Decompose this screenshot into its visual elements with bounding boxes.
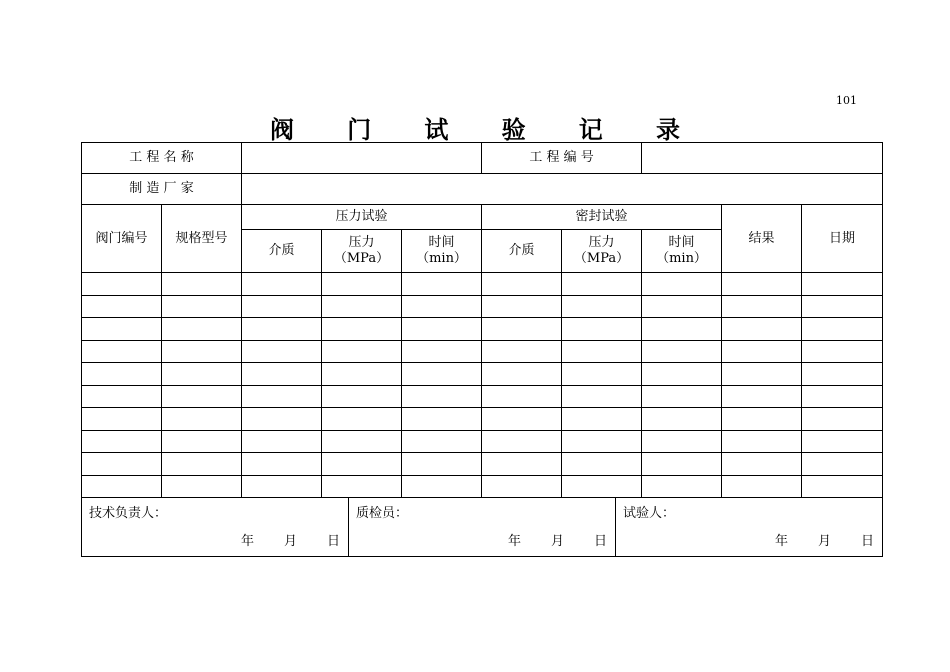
table-cell[interactable] (802, 295, 883, 318)
table-cell[interactable] (482, 363, 562, 386)
table-row (82, 453, 883, 476)
table-cell[interactable] (162, 340, 242, 363)
day-label: 日 (593, 534, 607, 549)
table-cell[interactable] (242, 363, 322, 386)
table-cell[interactable] (562, 408, 642, 431)
pressure-unit: （MPa） (333, 251, 390, 266)
table-cell[interactable] (322, 295, 402, 318)
table-cell[interactable] (82, 273, 162, 296)
seal-pressure-header (562, 230, 642, 273)
table-cell[interactable] (402, 453, 482, 476)
table-cell[interactable] (722, 273, 802, 296)
table-cell[interactable] (562, 273, 642, 296)
title-char: 验 (501, 114, 526, 144)
pressure-value-header (322, 230, 402, 273)
signature-table (81, 497, 883, 557)
table-row (82, 295, 883, 318)
table-cell[interactable] (562, 430, 642, 453)
table-cell[interactable] (162, 408, 242, 431)
project-no-label: 工 程 编 号 (482, 143, 642, 174)
tech-lead-date (241, 534, 340, 550)
month-label: 月 (550, 534, 564, 549)
manufacturer-field[interactable] (242, 174, 883, 205)
tech-lead-label: 技术负责人： (89, 506, 168, 521)
table-cell[interactable] (802, 363, 883, 386)
table-row (82, 318, 883, 341)
valve-no-header: 阀门编号 (82, 205, 162, 273)
table-cell[interactable] (642, 385, 722, 408)
table-cell[interactable] (802, 430, 883, 453)
manufacturer-label: 制 造 厂 家 (82, 174, 242, 205)
table-cell[interactable] (242, 453, 322, 476)
table-cell[interactable] (162, 385, 242, 408)
table-cell[interactable] (82, 475, 162, 498)
table-cell[interactable] (162, 273, 242, 296)
title-char: 试 (424, 114, 449, 144)
table-cell[interactable] (242, 340, 322, 363)
tester-date (775, 534, 874, 550)
inspector-signature[interactable] (349, 498, 616, 557)
table-cell[interactable] (322, 475, 402, 498)
table-cell[interactable] (802, 340, 883, 363)
table-cell[interactable] (242, 430, 322, 453)
table-cell[interactable] (162, 363, 242, 386)
table-cell[interactable] (642, 430, 722, 453)
table-cell[interactable] (802, 318, 883, 341)
table-cell[interactable] (82, 318, 162, 341)
table-row (82, 363, 883, 386)
table-cell[interactable] (642, 408, 722, 431)
table-cell[interactable] (482, 385, 562, 408)
table-cell[interactable] (562, 318, 642, 341)
table-cell[interactable] (162, 318, 242, 341)
table-cell[interactable] (402, 363, 482, 386)
table-cell[interactable] (82, 408, 162, 431)
table-cell[interactable] (482, 295, 562, 318)
title-char: 门 (347, 114, 372, 144)
table-cell[interactable] (402, 340, 482, 363)
table-cell[interactable] (482, 430, 562, 453)
table-cell[interactable] (802, 475, 883, 498)
table-cell[interactable] (562, 385, 642, 408)
table-cell[interactable] (722, 318, 802, 341)
table-cell[interactable] (642, 363, 722, 386)
year-label: 年 (240, 534, 254, 549)
table-cell[interactable] (482, 453, 562, 476)
table-row (82, 408, 883, 431)
table-cell[interactable] (562, 475, 642, 498)
table-cell[interactable] (242, 273, 322, 296)
table-cell[interactable] (722, 453, 802, 476)
project-name-field[interactable] (242, 143, 482, 174)
year-label: 年 (774, 534, 788, 549)
table-cell[interactable] (562, 453, 642, 476)
table-cell[interactable] (482, 475, 562, 498)
table-cell[interactable] (482, 408, 562, 431)
table-cell[interactable] (322, 273, 402, 296)
pressure-test-header: 压力试验 (242, 205, 482, 230)
table-cell[interactable] (642, 318, 722, 341)
table-cell[interactable] (402, 408, 482, 431)
table-cell[interactable] (402, 295, 482, 318)
date-header: 日期 (802, 205, 883, 273)
table-cell[interactable] (722, 385, 802, 408)
table-cell[interactable] (802, 453, 883, 476)
table-cell[interactable] (402, 430, 482, 453)
pressure-label: 压力 (588, 235, 615, 250)
table-cell[interactable] (722, 408, 802, 431)
table-cell[interactable] (82, 385, 162, 408)
title-char: 阀 (270, 114, 294, 144)
table-cell[interactable] (242, 475, 322, 498)
month-label: 月 (283, 534, 297, 549)
project-no-field[interactable] (642, 143, 883, 174)
table-cell[interactable] (242, 408, 322, 431)
inspector-date (508, 534, 607, 550)
table-cell[interactable] (242, 385, 322, 408)
table-cell[interactable] (802, 408, 883, 431)
table-cell[interactable] (722, 475, 802, 498)
result-header: 结果 (722, 205, 802, 273)
seal-time-header (642, 230, 722, 273)
table-cell[interactable] (722, 340, 802, 363)
table-cell[interactable] (802, 385, 883, 408)
table-cell[interactable] (162, 295, 242, 318)
table-cell[interactable] (322, 408, 402, 431)
table-cell[interactable] (322, 430, 402, 453)
tester-signature[interactable] (616, 498, 883, 557)
form-title (240, 110, 710, 144)
time-unit: （min） (656, 251, 707, 266)
table-cell[interactable] (642, 295, 722, 318)
table-row (82, 475, 883, 498)
year-label: 年 (507, 534, 521, 549)
tester-label: 试验人： (623, 506, 676, 521)
table-cell[interactable] (482, 340, 562, 363)
table-cell[interactable] (642, 453, 722, 476)
table-cell[interactable] (82, 363, 162, 386)
table-cell[interactable] (82, 340, 162, 363)
table-cell[interactable] (642, 273, 722, 296)
day-label: 日 (326, 534, 340, 549)
spec-model-header: 规格型号 (162, 205, 242, 273)
table-cell[interactable] (482, 318, 562, 341)
table-cell[interactable] (242, 318, 322, 341)
data-rows (82, 273, 883, 498)
table-cell[interactable] (162, 475, 242, 498)
table-row (82, 385, 883, 408)
table-row (82, 273, 883, 296)
title-char: 记 (578, 114, 603, 144)
seal-medium-header: 介质 (482, 230, 562, 273)
valve-test-table (81, 142, 883, 498)
table-cell[interactable] (562, 295, 642, 318)
table-row (82, 430, 883, 453)
table-cell[interactable] (322, 318, 402, 341)
table-row (82, 340, 883, 363)
table-cell[interactable] (402, 318, 482, 341)
day-label: 日 (860, 534, 874, 549)
pressure-label: 压力 (348, 235, 375, 250)
inspector-label: 质检员： (356, 506, 409, 521)
table-cell[interactable] (322, 385, 402, 408)
table-cell[interactable] (482, 273, 562, 296)
month-label: 月 (817, 534, 831, 549)
table-cell[interactable] (82, 430, 162, 453)
title-char: 录 (655, 114, 680, 144)
table-cell[interactable] (402, 273, 482, 296)
table-cell[interactable] (322, 340, 402, 363)
table-cell[interactable] (722, 295, 802, 318)
time-label: 时间 (428, 235, 455, 250)
table-cell[interactable] (802, 273, 883, 296)
table-cell[interactable] (642, 475, 722, 498)
table-cell[interactable] (402, 475, 482, 498)
time-unit: （min） (416, 251, 467, 266)
tech-lead-signature[interactable] (82, 498, 349, 557)
pressure-time-header (402, 230, 482, 273)
table-cell[interactable] (82, 295, 162, 318)
table-cell[interactable] (722, 430, 802, 453)
table-cell[interactable] (322, 453, 402, 476)
time-label: 时间 (668, 235, 695, 250)
table-cell[interactable] (562, 340, 642, 363)
table-cell[interactable] (642, 340, 722, 363)
table-cell[interactable] (562, 363, 642, 386)
table-cell[interactable] (322, 363, 402, 386)
pressure-unit: （MPa） (573, 251, 630, 266)
table-cell[interactable] (82, 453, 162, 476)
project-name-label: 工 程 名 称 (82, 143, 242, 174)
table-cell[interactable] (402, 385, 482, 408)
page-number: 101 (836, 94, 857, 107)
pressure-medium-header: 介质 (242, 230, 322, 273)
table-cell[interactable] (242, 295, 322, 318)
table-cell[interactable] (162, 453, 242, 476)
seal-test-header: 密封试验 (482, 205, 722, 230)
table-cell[interactable] (722, 363, 802, 386)
table-cell[interactable] (162, 430, 242, 453)
